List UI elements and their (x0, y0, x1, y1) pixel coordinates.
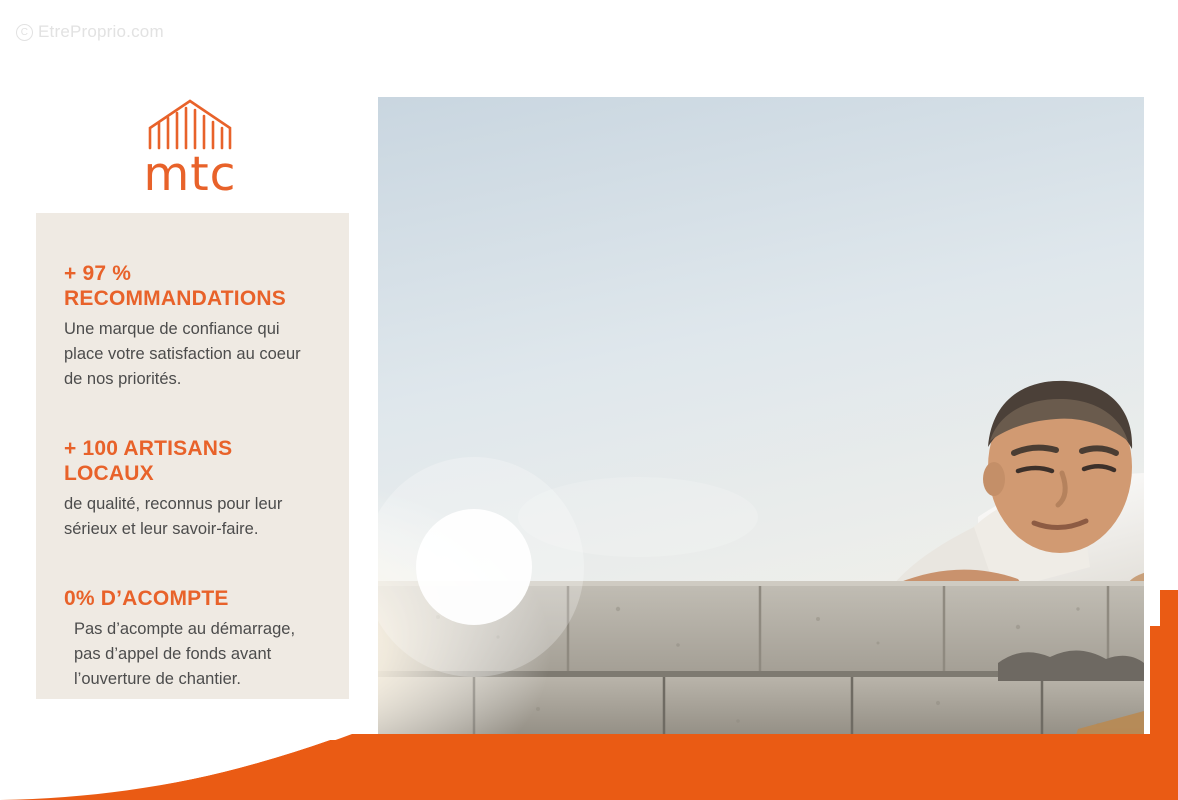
copyright-icon: C (16, 24, 33, 41)
highlight-body: Une marque de confiance qui place votre satisfaction au coeur de nos priorités. (64, 320, 301, 388)
highlight-item (64, 436, 311, 542)
watermark-label: EtreProprio.com (38, 22, 164, 41)
brand-logo (140, 98, 240, 202)
highlight-title: 0% D’ACOMPTE (64, 587, 229, 610)
watermark (16, 22, 164, 42)
highlight-title: + 97 % RECOMMANDATIONS (64, 262, 286, 310)
house-roof-icon (147, 98, 233, 150)
highlight-item (64, 586, 311, 692)
highlight-body: de qualité, reconnus pour leur sérieux et leur savoir-faire. (64, 495, 283, 538)
hero-photo (378, 97, 1144, 747)
brand-wordmark: mtc (143, 147, 237, 202)
highlights-card (36, 213, 349, 699)
highlight-body: Pas d’acompte au démarrage, pas d’appel de fonds avant l’ouverture de chantier. (74, 620, 296, 688)
highlight-title: + 100 ARTISANS LOCAUX (64, 437, 233, 485)
highlight-item (64, 261, 311, 392)
